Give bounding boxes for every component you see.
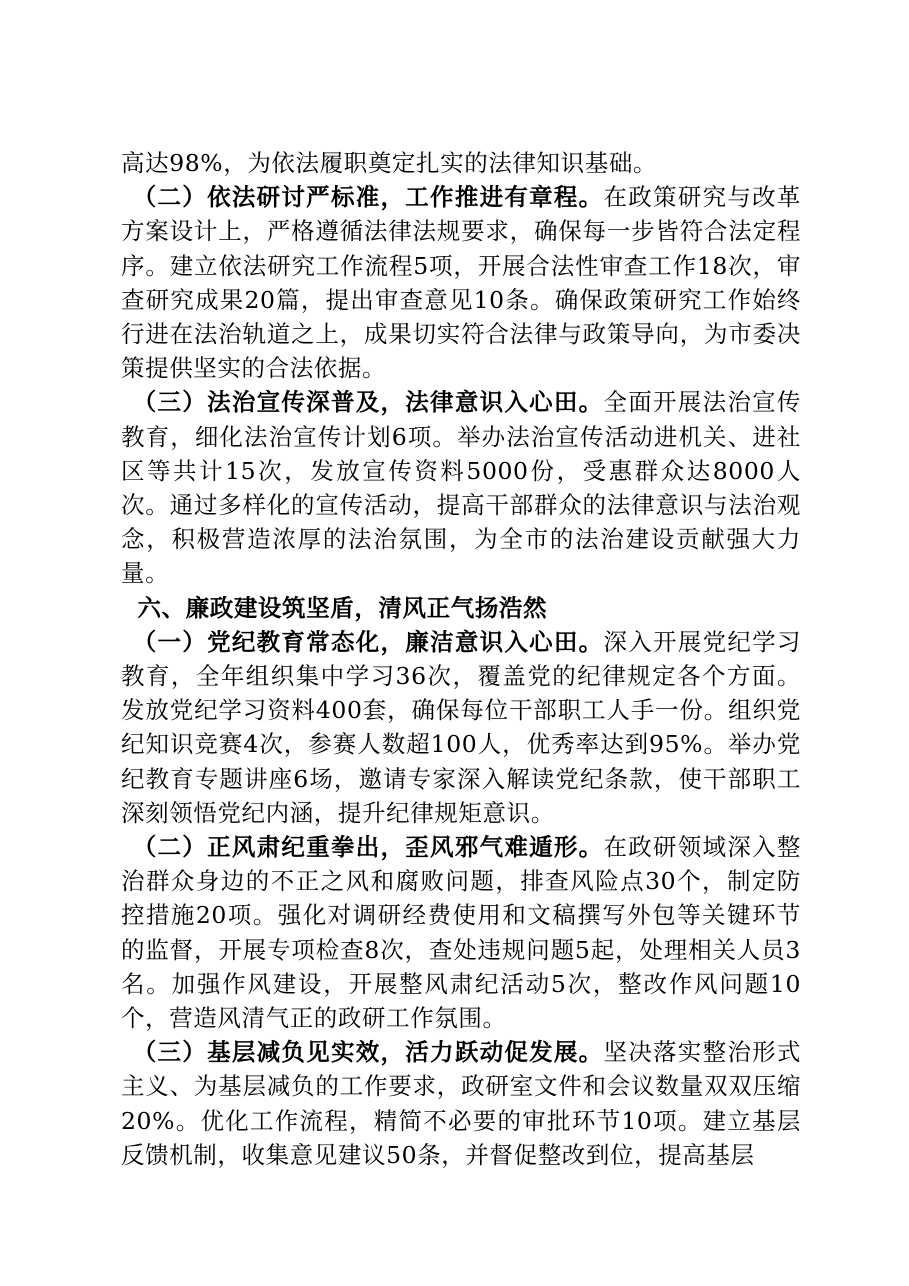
paragraph-text: 全面开展法治宣传教育，细化法治宣传计划6项。举办法治宣传活动进机关、进社区等共计15次，发放宣传资料5000份，受惠群众达8000人次。通过多样化的宣传活动，提高干部群众的法律意识与法治观念，积极营造浓厚的法治氛围，为全市的法治建设贡献强大力量。	[121, 388, 801, 588]
paragraph-lead: （三）基层减负见实效，活力跃动促发展。	[132, 1038, 604, 1067]
paragraph-lead: （二）依法研讨严标准，工作推进有章程。	[132, 183, 604, 212]
paragraph-continuation	[121, 146, 801, 180]
paragraph-discipline-education	[121, 625, 801, 830]
paragraph-text: 坚决落实整治形式主义、为基层减负的工作要求，政研室文件和会议数量双双压缩20%。优化工作流程，精简不必要的审批环节10项。建立基层反馈机制，收集意见建议50条，并督促整改到位，提高基层	[121, 1038, 801, 1169]
paragraph-text: 深入开展党纪学习教育，全年组织集中学习36次，覆盖党的纪律规定各个方面。发放党纪学习资料400套，确保每位干部职工人手一份。组织党纪知识竞赛4次，参赛人数超100人，优秀率达到95%。举办党纪教育专题讲座6场，邀请专家深入解读党纪条款，使干部职工深刻领悟党纪内涵，提升纪律规矩意识。	[121, 627, 801, 827]
paragraph-text: 高达98%，为依法履职奠定扎实的法律知识基础。	[121, 149, 658, 177]
paragraph-legal-publicity	[121, 385, 801, 590]
paragraph-text: 在政研领域深入整治群众身边的不正之风和腐败问题，排查风险点30个，制定防控措施20项。强化对调研经费使用和文稿撰写外包等关键环节的监督，开展专项检查8次，查处违规问题5起，处理相关人员3名。加强作风建设，开展整风肃纪活动5次，整改作风问题10个，营造风清气正的政研工作氛围。	[121, 833, 801, 1033]
document-body	[121, 146, 801, 1172]
paragraph-lead: （三）法治宣传深普及，法律意识入心田。	[132, 388, 604, 417]
section-heading: 六、廉政建设筑坚盾，清风正气扬浩然	[137, 593, 548, 622]
paragraph-lead: （一）党纪教育常态化，廉洁意识入心田。	[132, 627, 604, 656]
paragraph-lead: （二）正风肃纪重拳出，歪风邪气难遁形。	[132, 833, 604, 862]
paragraph-grassroots-burden	[121, 1035, 801, 1172]
paragraph-legal-research	[121, 180, 801, 385]
paragraph-text: 在政策研究与改革方案设计上，严格遵循法律法规要求，确保每一步皆符合法定程序。建立依法研究工作流程5项，开展合法性审查工作18次，审查研究成果20篇，提出审查意见10条。确保政策研究工作始终行进在法治轨道之上，成果切实符合法律与政策导向，为市委决策提供坚实的合法依据。	[121, 183, 801, 383]
paragraph-conduct-rectification	[121, 830, 801, 1035]
